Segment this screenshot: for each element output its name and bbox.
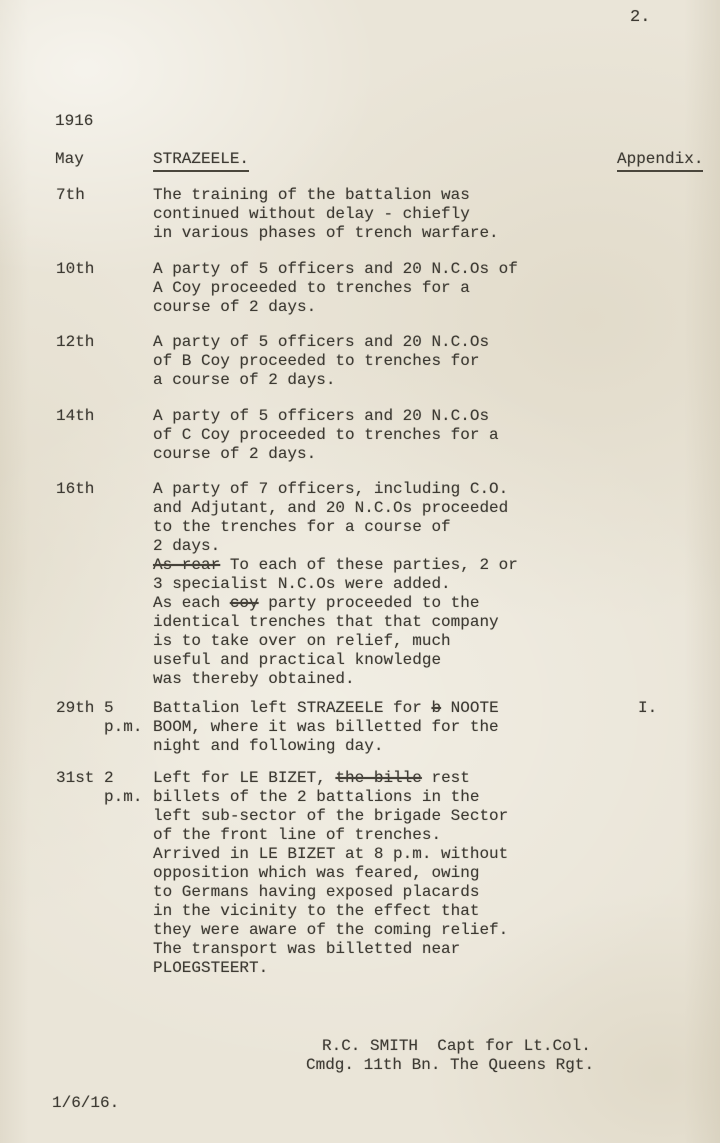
entry-body: A party of 5 officers and 20 N.C.Os of A Coy proceeded to trenches for a course of 2 days. bbox=[153, 260, 518, 316]
signature-line-2: Cmdg. 11th Bn. The Queens Rgt. bbox=[306, 1056, 595, 1074]
entry-date: 31st 2 p.m. bbox=[56, 769, 143, 806]
entry-text-segment: Left for LE BIZET, bbox=[153, 769, 336, 787]
entry-text-segment: NOOTE BOOM, where it was billetted for the night and following day. bbox=[153, 699, 499, 755]
entry-text-segment: A party of 7 officers, including C.O. and Adjutant, and 20 N.C.Os proceeded to the trenches for a course of 2 days. bbox=[153, 480, 509, 555]
entry-body: The training of the battalion was continued without delay - chiefly in various phases of trench warfare. bbox=[153, 186, 499, 242]
entry-text-segment: rest billets of the 2 battalions in the left sub-sector of the brigade Sector of the front line of trenches. Arrived in LE BIZET at 8 p.m. without opposition which was feared, owing to Germans having exposed placards in the vicinity to the effect that they were aware of the coming relief. The transport was billetted near PLOEGSTEERT. bbox=[153, 769, 509, 977]
entry-text-segment: Battalion left STRAZEELE for bbox=[153, 699, 432, 717]
entry-date: 14th bbox=[56, 407, 95, 425]
entry-body bbox=[153, 480, 623, 689]
entry-date: 12th bbox=[56, 333, 95, 351]
page-number: 2. bbox=[630, 8, 651, 27]
location-heading: STRAZEELE. bbox=[153, 150, 249, 172]
entry-text-segment: To each of these parties, 2 or 3 specialist N.C.Os were added. As each bbox=[153, 556, 518, 612]
entry-date: 16th bbox=[56, 480, 95, 498]
year-label: 1916 bbox=[55, 112, 94, 130]
entry-body bbox=[153, 769, 623, 978]
entry-body bbox=[153, 699, 623, 756]
footer-date: 1/6/16. bbox=[52, 1094, 120, 1112]
struck-text: b bbox=[431, 699, 442, 717]
entry-date: 10th bbox=[56, 260, 95, 278]
entry-date: 29th 5 p.m. bbox=[56, 699, 143, 736]
struck-text: coy bbox=[229, 594, 259, 612]
appendix-reference: I. bbox=[638, 699, 658, 717]
entry-body: A party of 5 officers and 20 N.C.Os of C Coy proceeded to trenches for a course of 2 days. bbox=[153, 407, 499, 463]
struck-text: the bille bbox=[335, 769, 422, 787]
entry-text-segment: party proceeded to the identical trenches that that company is to take over on relief, much useful and practical knowledge was thereby obtained. bbox=[153, 594, 499, 688]
entry-body: A party of 5 officers and 20 N.C.Os of B Coy proceeded to trenches for a course of 2 days. bbox=[153, 333, 490, 389]
month-label: May bbox=[55, 150, 84, 168]
struck-text: As rear bbox=[153, 556, 221, 574]
appendix-heading: Appendix. bbox=[617, 150, 703, 172]
signature-line-1: R.C. SMITH Capt for Lt.Col. bbox=[322, 1037, 591, 1055]
entry-date: 7th bbox=[56, 186, 85, 204]
